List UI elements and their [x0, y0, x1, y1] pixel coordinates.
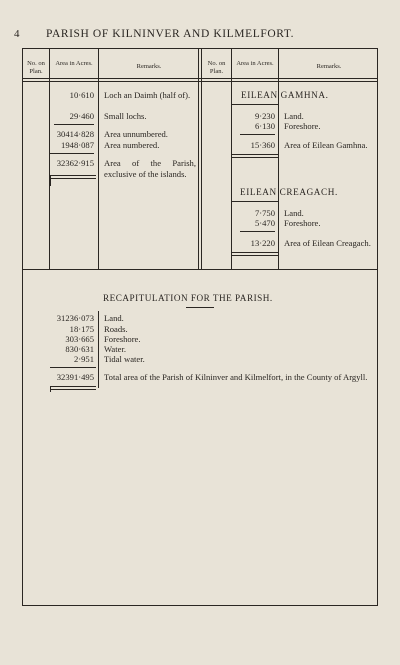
gamhna-double-a: [232, 154, 278, 155]
recap-area-5: 2·951: [73, 354, 94, 364]
recap-col-sep: [98, 311, 99, 388]
gamhna-area-3: 15·360: [250, 140, 275, 150]
creagach-remark-2: Foreshore.: [284, 218, 321, 228]
header-rule: [22, 78, 378, 79]
recap-remark-5: Tidal water.: [104, 354, 145, 364]
creagach-area-3: 13·220: [250, 238, 275, 248]
creagach-double-a: [232, 252, 278, 253]
col-sep-3-a: [198, 48, 199, 270]
recap-total-area: 32391·495: [56, 372, 94, 382]
gamhna-double-b: [232, 157, 278, 158]
left-area-2: 29·460: [69, 111, 94, 121]
creagach-top-rule: [232, 201, 278, 202]
recap-remark-2: Roads.: [104, 324, 128, 334]
recap-remark-4: Water.: [104, 344, 126, 354]
col-sep-5: [278, 48, 279, 270]
creagach-double-b: [232, 255, 278, 256]
double-rule-b: [50, 178, 96, 179]
creagach-area-2: 5·470: [254, 218, 275, 228]
header-remarks-right: Remarks.: [316, 63, 342, 70]
recap-double-tick: [50, 386, 51, 392]
section-heading-eilean-gamhna: EILEAN GAMHNA.: [241, 90, 329, 100]
left-remark-2: Small lochs.: [104, 111, 147, 121]
gamhna-remark-1: Land.: [284, 111, 304, 121]
recap-area-3: 303·665: [65, 334, 94, 344]
recap-double-b: [50, 389, 96, 390]
creagach-remark-3: Area of Eilean Creagach.: [284, 238, 371, 248]
left-area-1: 10·610: [69, 90, 94, 100]
recap-double-a: [50, 386, 96, 387]
creagach-remark-1: Land.: [284, 208, 304, 218]
page-number: 4: [14, 28, 20, 40]
header-rule-double: [22, 81, 378, 82]
recap-area-2: 18·175: [69, 324, 94, 334]
col-sep-3-b: [201, 48, 202, 270]
recap-area-1: 31236·073: [56, 313, 94, 323]
gamhna-remark-3: Area of Eilean Gamhna.: [284, 140, 368, 150]
header-remarks-left: Remarks.: [136, 63, 162, 70]
recap-remark-3: Foreshore.: [104, 334, 141, 344]
col-sep-2: [98, 48, 99, 270]
double-rule-tick: [50, 175, 51, 186]
recap-area-4: 830·631: [65, 344, 94, 354]
sum-rule-2: [50, 153, 94, 154]
recap-sum-rule: [50, 367, 96, 368]
double-rule-a: [50, 175, 96, 176]
header-area-right: Area in Acres.: [236, 60, 274, 67]
table-bottom-rule: [22, 269, 378, 270]
gamhna-remark-2: Foreshore.: [284, 121, 321, 131]
creagach-area-1: 7·750: [254, 208, 275, 218]
header-no-on-plan-left: No. on Plan.: [27, 60, 45, 75]
recap-heading-rule: [186, 307, 214, 308]
left-area-3: 30414·828: [56, 129, 94, 139]
recap-remark-1: Land.: [104, 313, 124, 323]
left-area-4: 1948·087: [61, 140, 94, 150]
recap-total-remark: Total area of the Parish of Kilninver and Kilmelfort, in the County of Argyll.: [104, 372, 368, 382]
left-remark-4: Area numbered.: [104, 140, 160, 150]
header-no-on-plan-right: No. on Plan.: [207, 60, 226, 75]
sum-rule-1: [54, 124, 94, 125]
gamhna-area-2: 6·130: [254, 121, 275, 131]
left-remark-5: Area of the Parish, exclusive of the islands.: [104, 158, 196, 179]
left-remark-3: Area unnumbered.: [104, 129, 168, 139]
gamhna-sum-rule: [240, 134, 275, 135]
col-sep-4: [231, 48, 232, 270]
left-remark-1: Loch an Daimh (half of).: [104, 90, 191, 100]
recapitulation-heading: RECAPITULATION FOR THE PARISH.: [103, 293, 273, 303]
creagach-sum-rule: [240, 231, 275, 232]
gamhna-area-1: 9·230: [254, 111, 275, 121]
gamhna-top-rule: [232, 104, 278, 105]
section-heading-eilean-creagach: EILEAN CREAGACH.: [240, 187, 338, 197]
left-area-5: 32362·915: [56, 158, 94, 168]
page-title: PARISH OF KILNINVER AND KILMELFORT.: [46, 28, 295, 40]
header-area-left: Area in Acres.: [55, 60, 93, 67]
